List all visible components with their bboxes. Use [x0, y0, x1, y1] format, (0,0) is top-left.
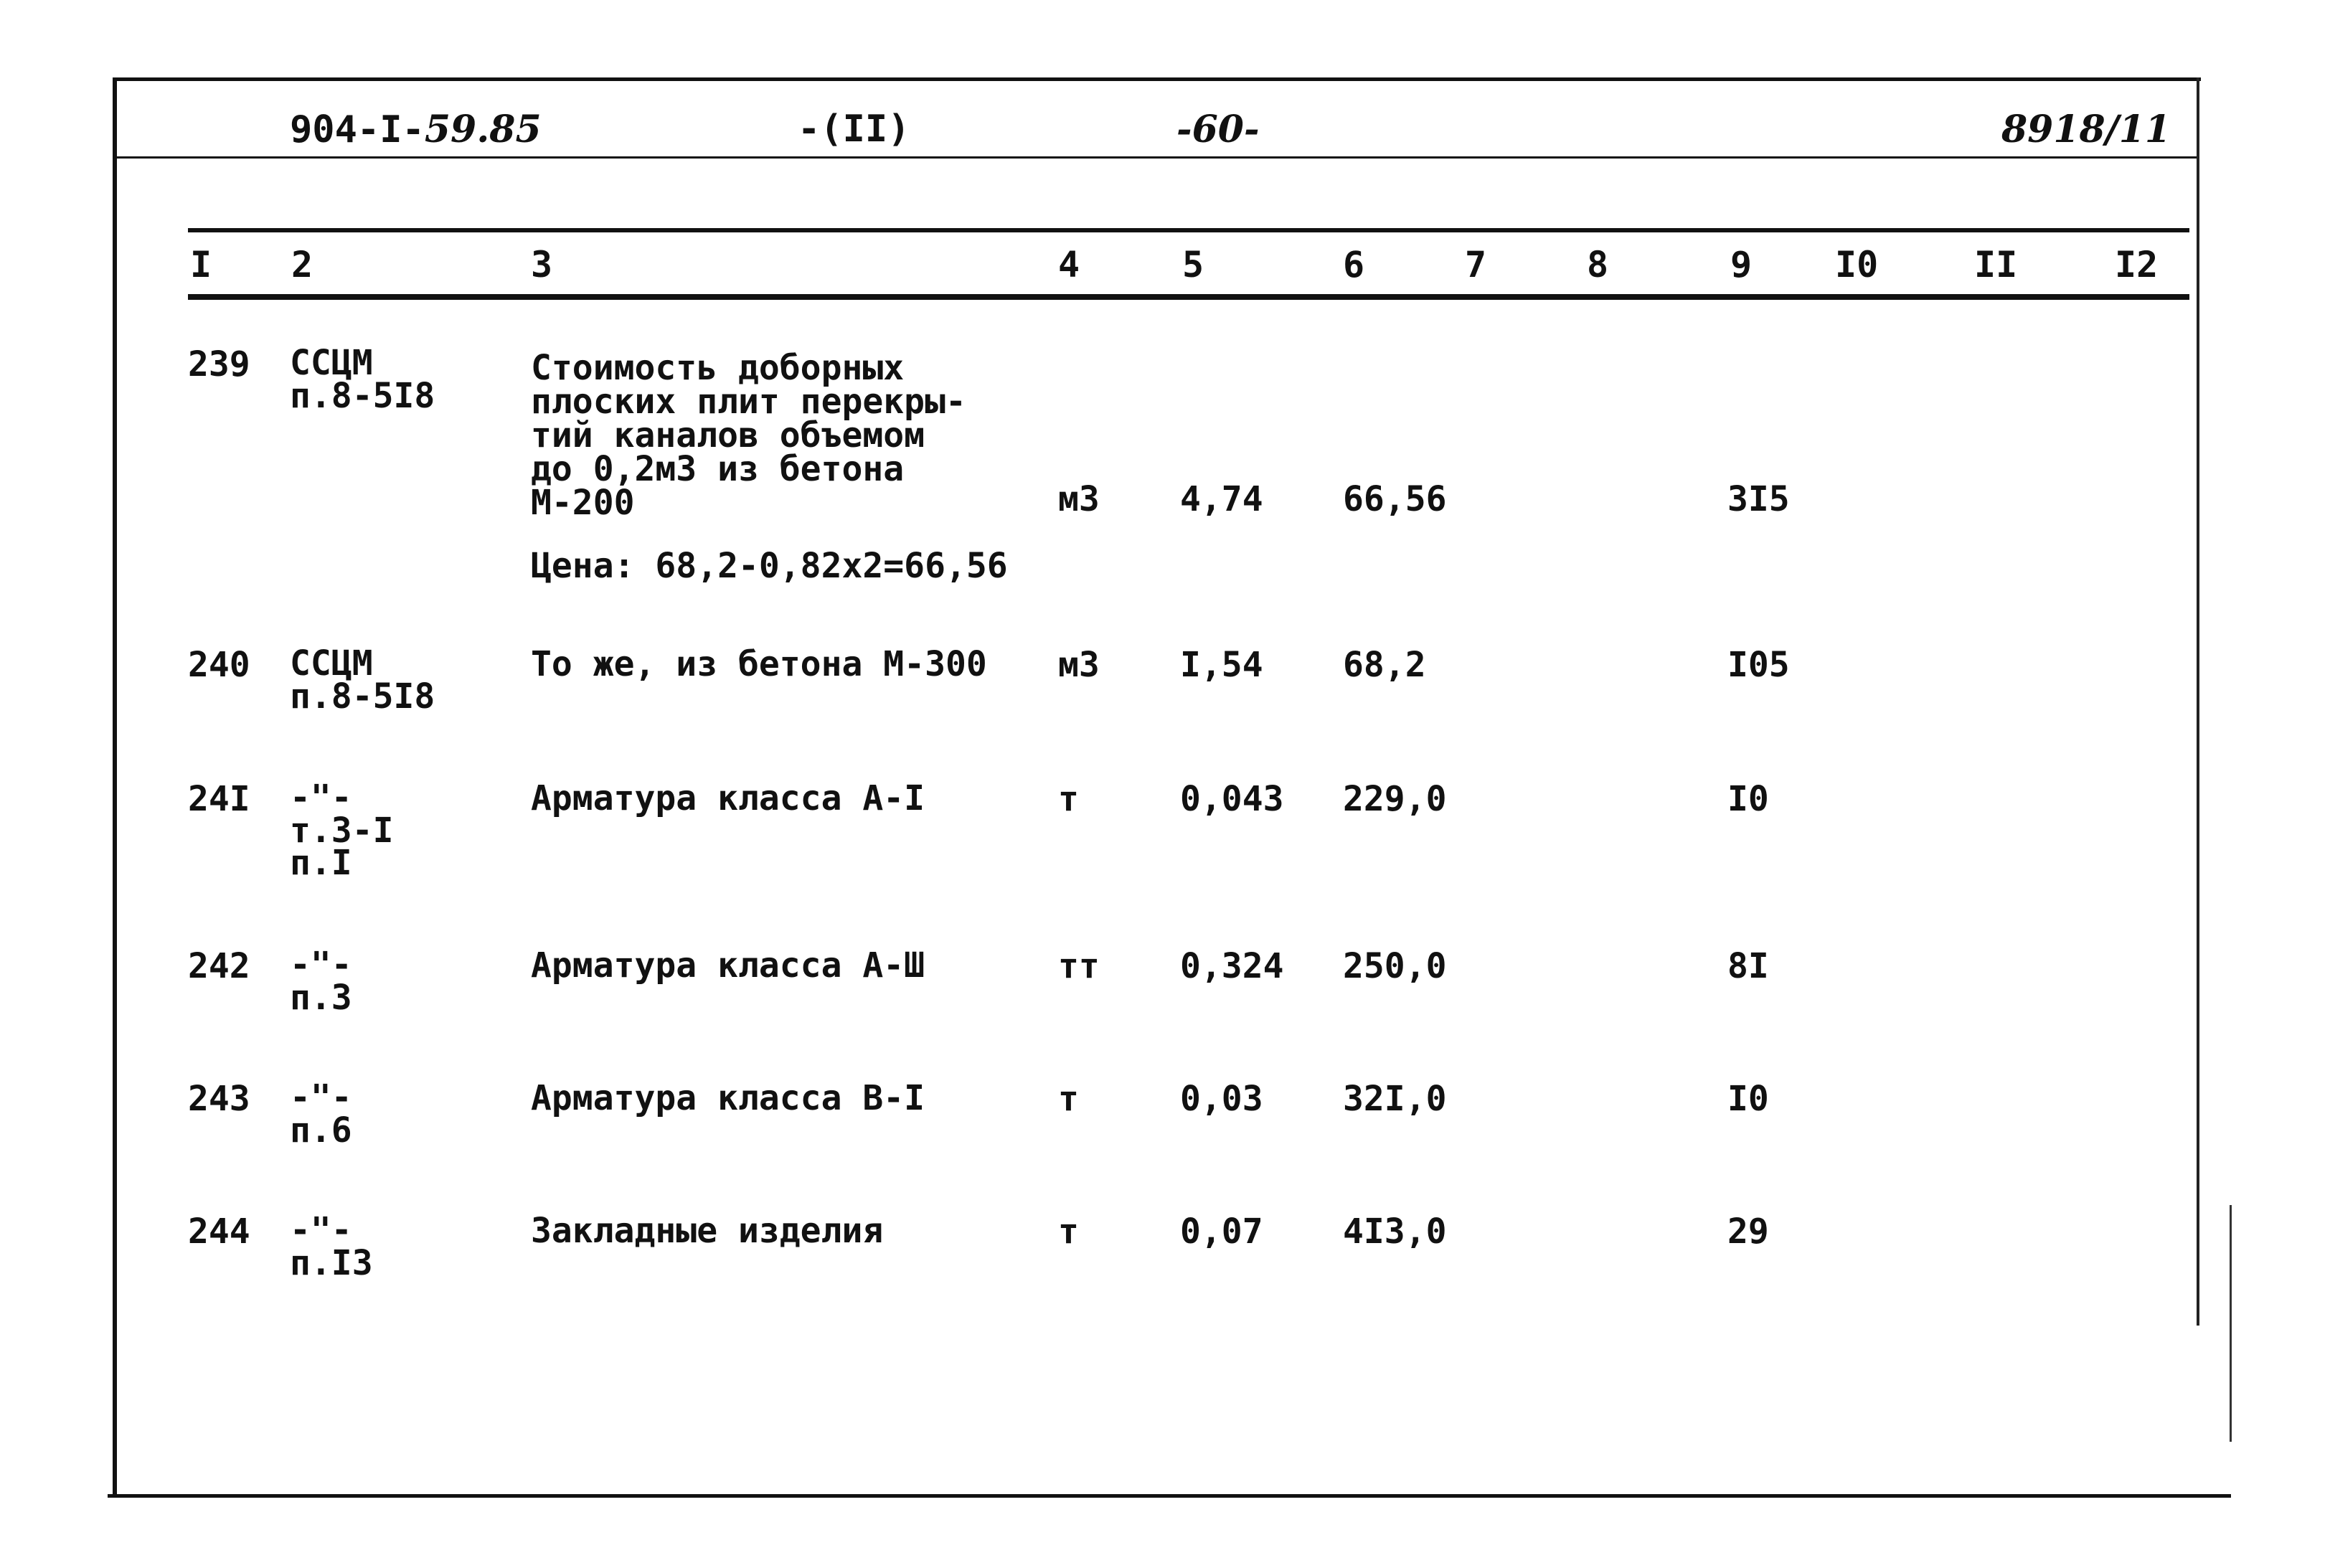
- frame-right-border-lower: [2230, 1205, 2232, 1442]
- reference-number: 8918/11: [2001, 108, 2171, 151]
- table-top-rule: [188, 228, 2189, 232]
- code-line: т.3-I: [290, 810, 394, 851]
- row-unit: т: [1058, 1212, 1079, 1252]
- row-number: 244: [188, 1212, 250, 1252]
- row-unit: т: [1058, 779, 1079, 819]
- row-number: 240: [188, 645, 250, 685]
- row-unit: м3: [1058, 645, 1100, 685]
- row-quantity: 0,07: [1180, 1212, 1263, 1252]
- row-total: I0: [1727, 1079, 1769, 1119]
- column-header-9: 9: [1730, 244, 1753, 285]
- row-total: I05: [1727, 645, 1790, 685]
- row-total: 8I: [1727, 946, 1769, 986]
- code-line: -"-: [290, 778, 352, 818]
- row-number: 24I: [188, 779, 250, 819]
- frame-left-border: [113, 77, 117, 1498]
- description-line: М-200: [531, 483, 635, 524]
- row-quantity: 0,043: [1180, 779, 1284, 819]
- row-unit-price: 32I,0: [1343, 1079, 1447, 1119]
- code-line: п.8-5I8: [290, 375, 435, 416]
- row-number: 243: [188, 1079, 250, 1119]
- row-unit: т: [1058, 1079, 1079, 1119]
- row-unit-price: 68,2: [1343, 645, 1426, 685]
- description-line: Закладные изделия: [531, 1211, 884, 1251]
- column-header-12: I2: [2115, 244, 2159, 285]
- code-line: п.3: [290, 977, 352, 1018]
- document-code-printed: 904-I-: [290, 108, 425, 151]
- row-unit-price: 250,0: [1343, 946, 1447, 986]
- row-description: [531, 644, 987, 684]
- row-number: 239: [188, 344, 250, 384]
- price-note: Цена: 68,2-0,82x2=66,56: [531, 546, 1008, 586]
- row-unit-price: 229,0: [1343, 779, 1447, 819]
- description-line: Арматура класса В-I: [531, 1078, 925, 1118]
- column-header-1: I: [190, 244, 212, 285]
- column-header-3: 3: [531, 244, 553, 285]
- row-unit: м3: [1058, 479, 1100, 519]
- code-line: п.I3: [290, 1242, 373, 1283]
- row-code: [290, 1210, 373, 1283]
- row-unit-price: 4I3,0: [1343, 1212, 1447, 1252]
- row-description: [531, 945, 925, 986]
- code-line: -"-: [290, 945, 352, 985]
- row-quantity: 0,03: [1180, 1079, 1263, 1119]
- document-code-handwritten: 59.85: [424, 108, 542, 151]
- column-header-8: 8: [1587, 244, 1609, 285]
- column-header-10: I0: [1835, 244, 1879, 285]
- description-line: Арматура класса А-Ш: [531, 945, 925, 986]
- row-number: 242: [188, 946, 250, 986]
- row-quantity: I,54: [1180, 645, 1263, 685]
- column-header-2: 2: [291, 244, 313, 285]
- description-line: То же, из бетона М-300: [531, 644, 987, 684]
- row-total: I0: [1727, 779, 1769, 819]
- code-line: ССЦМ: [290, 643, 373, 684]
- frame-right-border: [2197, 77, 2199, 1326]
- row-description: [531, 778, 925, 818]
- description-line: Арматура класса А-I: [531, 778, 925, 818]
- row-description: [531, 348, 966, 524]
- column-header-7: 7: [1465, 244, 1487, 285]
- row-total: 29: [1727, 1212, 1769, 1252]
- description-line: тий каналов объемом: [531, 415, 925, 456]
- row-code: [290, 945, 352, 1018]
- description-line: плоских плит перекры-: [531, 382, 966, 422]
- row-quantity: 0,324: [1180, 946, 1284, 986]
- table-header-rule: [188, 294, 2189, 300]
- column-header-4: 4: [1058, 244, 1080, 285]
- code-line: п.6: [290, 1110, 352, 1151]
- row-unit-price: 66,56: [1343, 479, 1447, 519]
- row-total: 3I5: [1727, 479, 1790, 519]
- code-line: п.I: [290, 843, 352, 884]
- row-code: [290, 1077, 352, 1151]
- page-number: -60-: [1176, 108, 1260, 151]
- row-description: [531, 1211, 884, 1251]
- row-unit: тт: [1058, 946, 1100, 986]
- row-description: [531, 1078, 925, 1118]
- row-code: [290, 343, 435, 416]
- row-quantity: 4,74: [1180, 479, 1263, 519]
- frame-bottom-border: [108, 1494, 2231, 1498]
- description-line: Стоимость доборных: [531, 348, 905, 388]
- part-number: -(II): [798, 108, 910, 151]
- description-line: до 0,2м3 из бетона: [531, 449, 905, 490]
- frame-top-border: [116, 77, 2201, 81]
- row-code: [290, 643, 435, 717]
- column-header-11: II: [1974, 244, 2018, 285]
- column-header-5: 5: [1182, 244, 1204, 285]
- row-code: [290, 778, 394, 884]
- code-line: -"-: [290, 1210, 352, 1250]
- header-divider: [116, 156, 2197, 159]
- code-line: п.8-5I8: [290, 676, 435, 717]
- column-header-6: 6: [1343, 244, 1365, 285]
- code-line: -"-: [290, 1077, 352, 1118]
- document-code: [290, 108, 542, 151]
- code-line: ССЦМ: [290, 343, 373, 383]
